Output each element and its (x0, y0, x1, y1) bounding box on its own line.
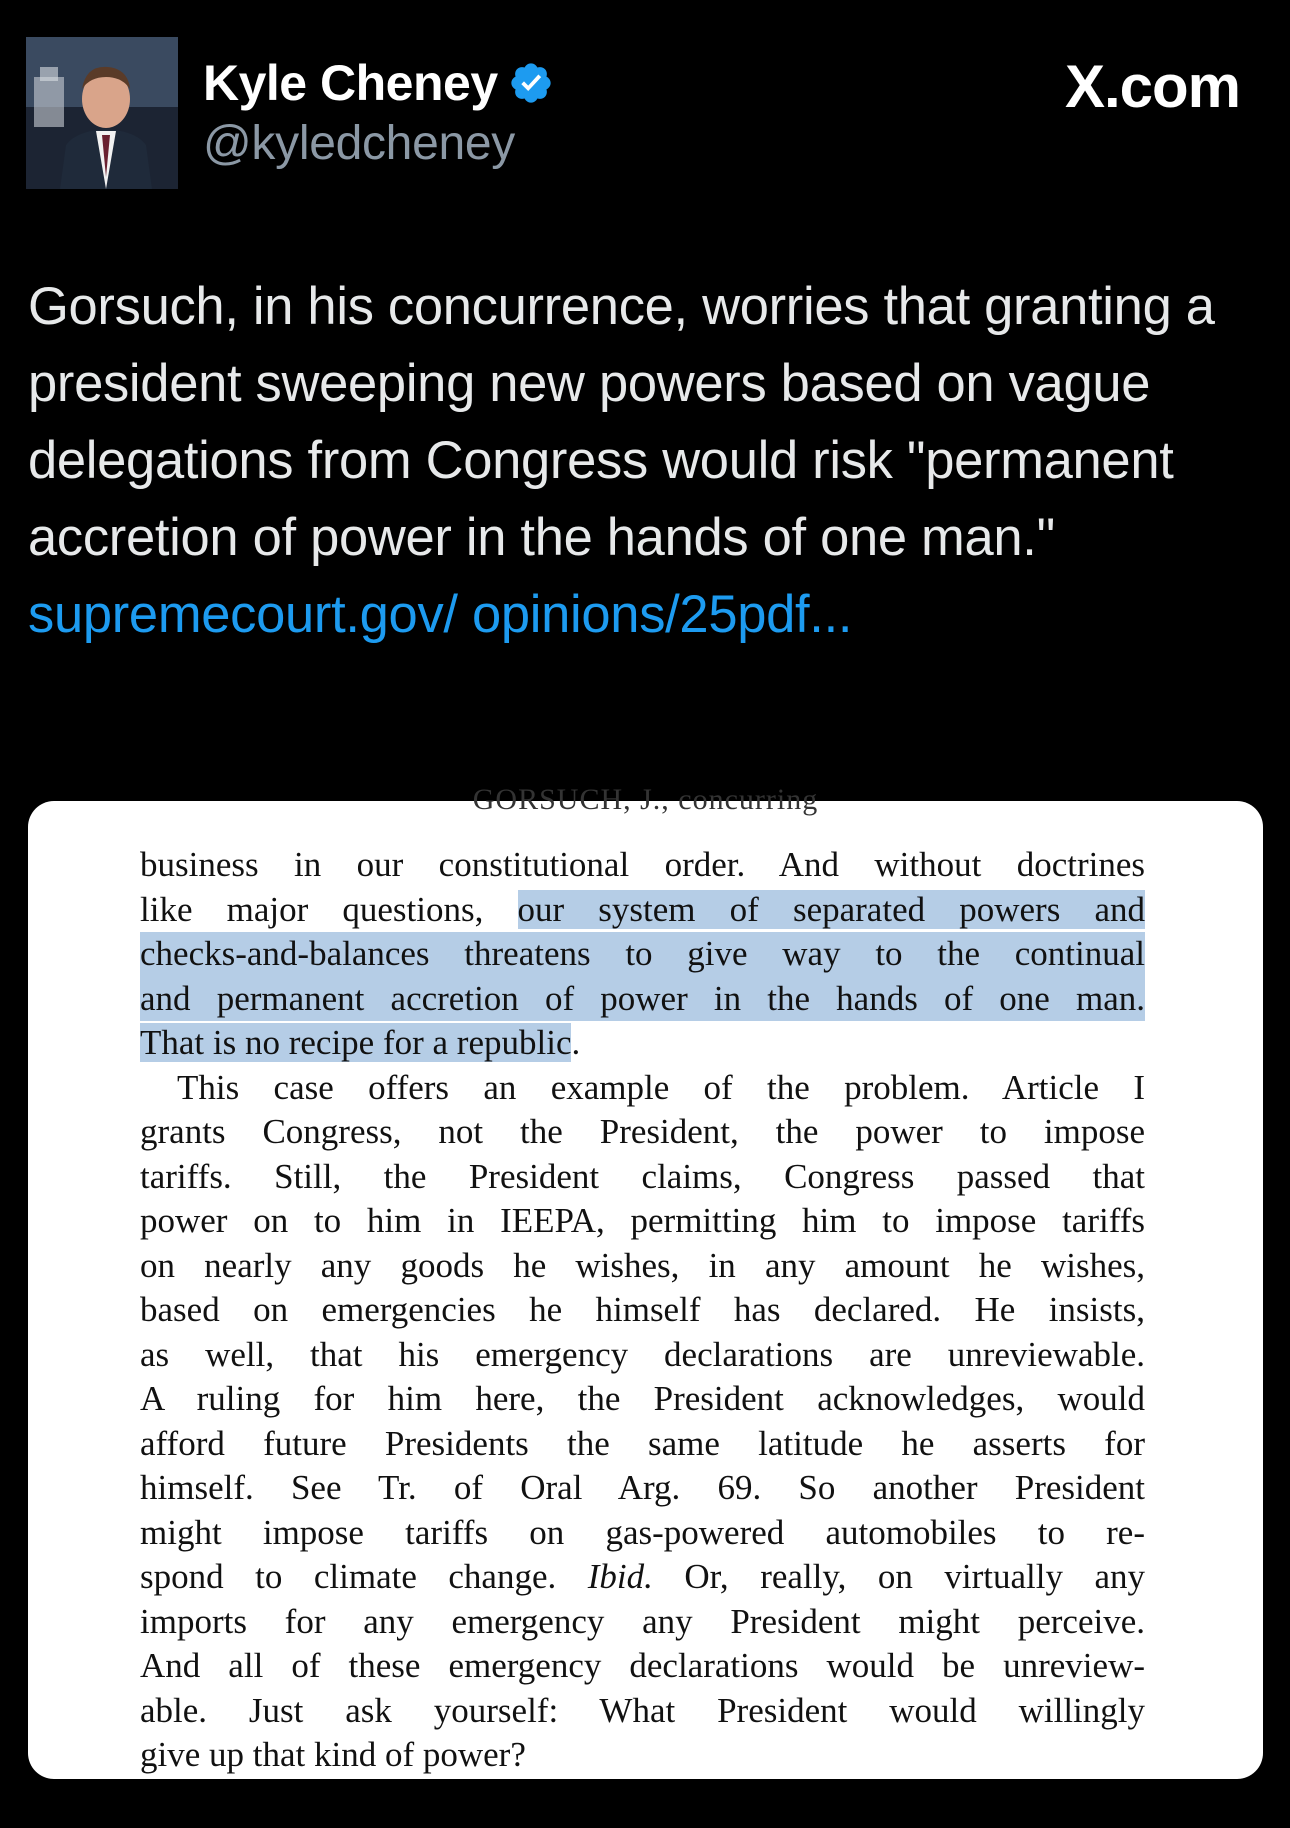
document-header: GORSUCH, J., concurring (472, 783, 819, 816)
verified-badge-icon (508, 60, 554, 106)
avatar[interactable] (26, 37, 178, 189)
display-name[interactable]: Kyle Cheney (203, 55, 498, 111)
doc-line: as well, that his emergency declarations are unreviewable. (140, 1334, 1145, 1374)
highlighted-text: That is no recipe for a republic (140, 1023, 572, 1062)
highlighted-line: and permanent accretion of power in the hands of one man. (140, 977, 1145, 1022)
doc-line: business in our constitutional order. And without doctrines (140, 845, 1145, 884)
doc-line: able. Just ask yourself: What President would willingly (140, 1690, 1145, 1730)
tweet-body: Gorsuch, in his concurrence, worries that granting a president sweeping new powers based on vague delegations from Congress would risk "permanent accretion of power in the hands of one man." (28, 277, 1215, 567)
doc-line: tariffs. Still, the President claims, Congress passed that (140, 1156, 1145, 1196)
doc-line: based on emergencies he himself has declared. He insists, (140, 1290, 1145, 1329)
doc-line (140, 1555, 1145, 1600)
doc-line: This case offers an example of the problem. Article I (177, 1067, 1145, 1107)
site-label: X.com (1064, 53, 1240, 120)
user-handle[interactable]: @kyledcheney (203, 117, 515, 170)
document-image[interactable] (28, 783, 1263, 1779)
doc-line: A ruling for him here, the President acknowledges, would (140, 1379, 1145, 1418)
highlighted-text: our system of separated powers and (517, 889, 1145, 929)
doc-line (140, 888, 1145, 933)
doc-text: . (571, 1023, 581, 1062)
doc-line: give up that kind of power? (140, 1735, 526, 1774)
doc-line: might impose tariffs on gas-powered automobiles to re- (140, 1512, 1145, 1552)
highlighted-line: checks-and-balances threatens to give way to the continual (140, 932, 1145, 977)
doc-text: spond to climate change. (140, 1557, 588, 1596)
doc-line: afford future Presidents the same latitude he asserts for (140, 1423, 1145, 1463)
doc-line: on nearly any goods he wishes, in any amount he wishes, (140, 1245, 1145, 1285)
profile-photo-icon (26, 37, 178, 189)
doc-line: And all of these emergency declarations would be unreview- (140, 1646, 1145, 1685)
document-body (140, 843, 1145, 1778)
doc-text: like major questions, (140, 889, 518, 929)
doc-line: imports for any emergency any President might perceive. (140, 1601, 1145, 1641)
tweet-text (28, 268, 1268, 653)
doc-line: grants Congress, not the President, the power to impose (140, 1112, 1145, 1151)
citation-ibid: Ibid. (587, 1557, 653, 1596)
tweet-link[interactable]: supremecourt.gov/ opinions/25pdf... (28, 585, 853, 644)
doc-text: Or, really, on virtually any (652, 1557, 1145, 1596)
author-name-row[interactable] (203, 48, 554, 118)
doc-line: himself. See Tr. of Oral Arg. 69. So another President (140, 1468, 1145, 1507)
doc-line (140, 1021, 1145, 1066)
doc-line: power on to him in IEEPA, permitting him to impose tariffs (140, 1201, 1145, 1240)
